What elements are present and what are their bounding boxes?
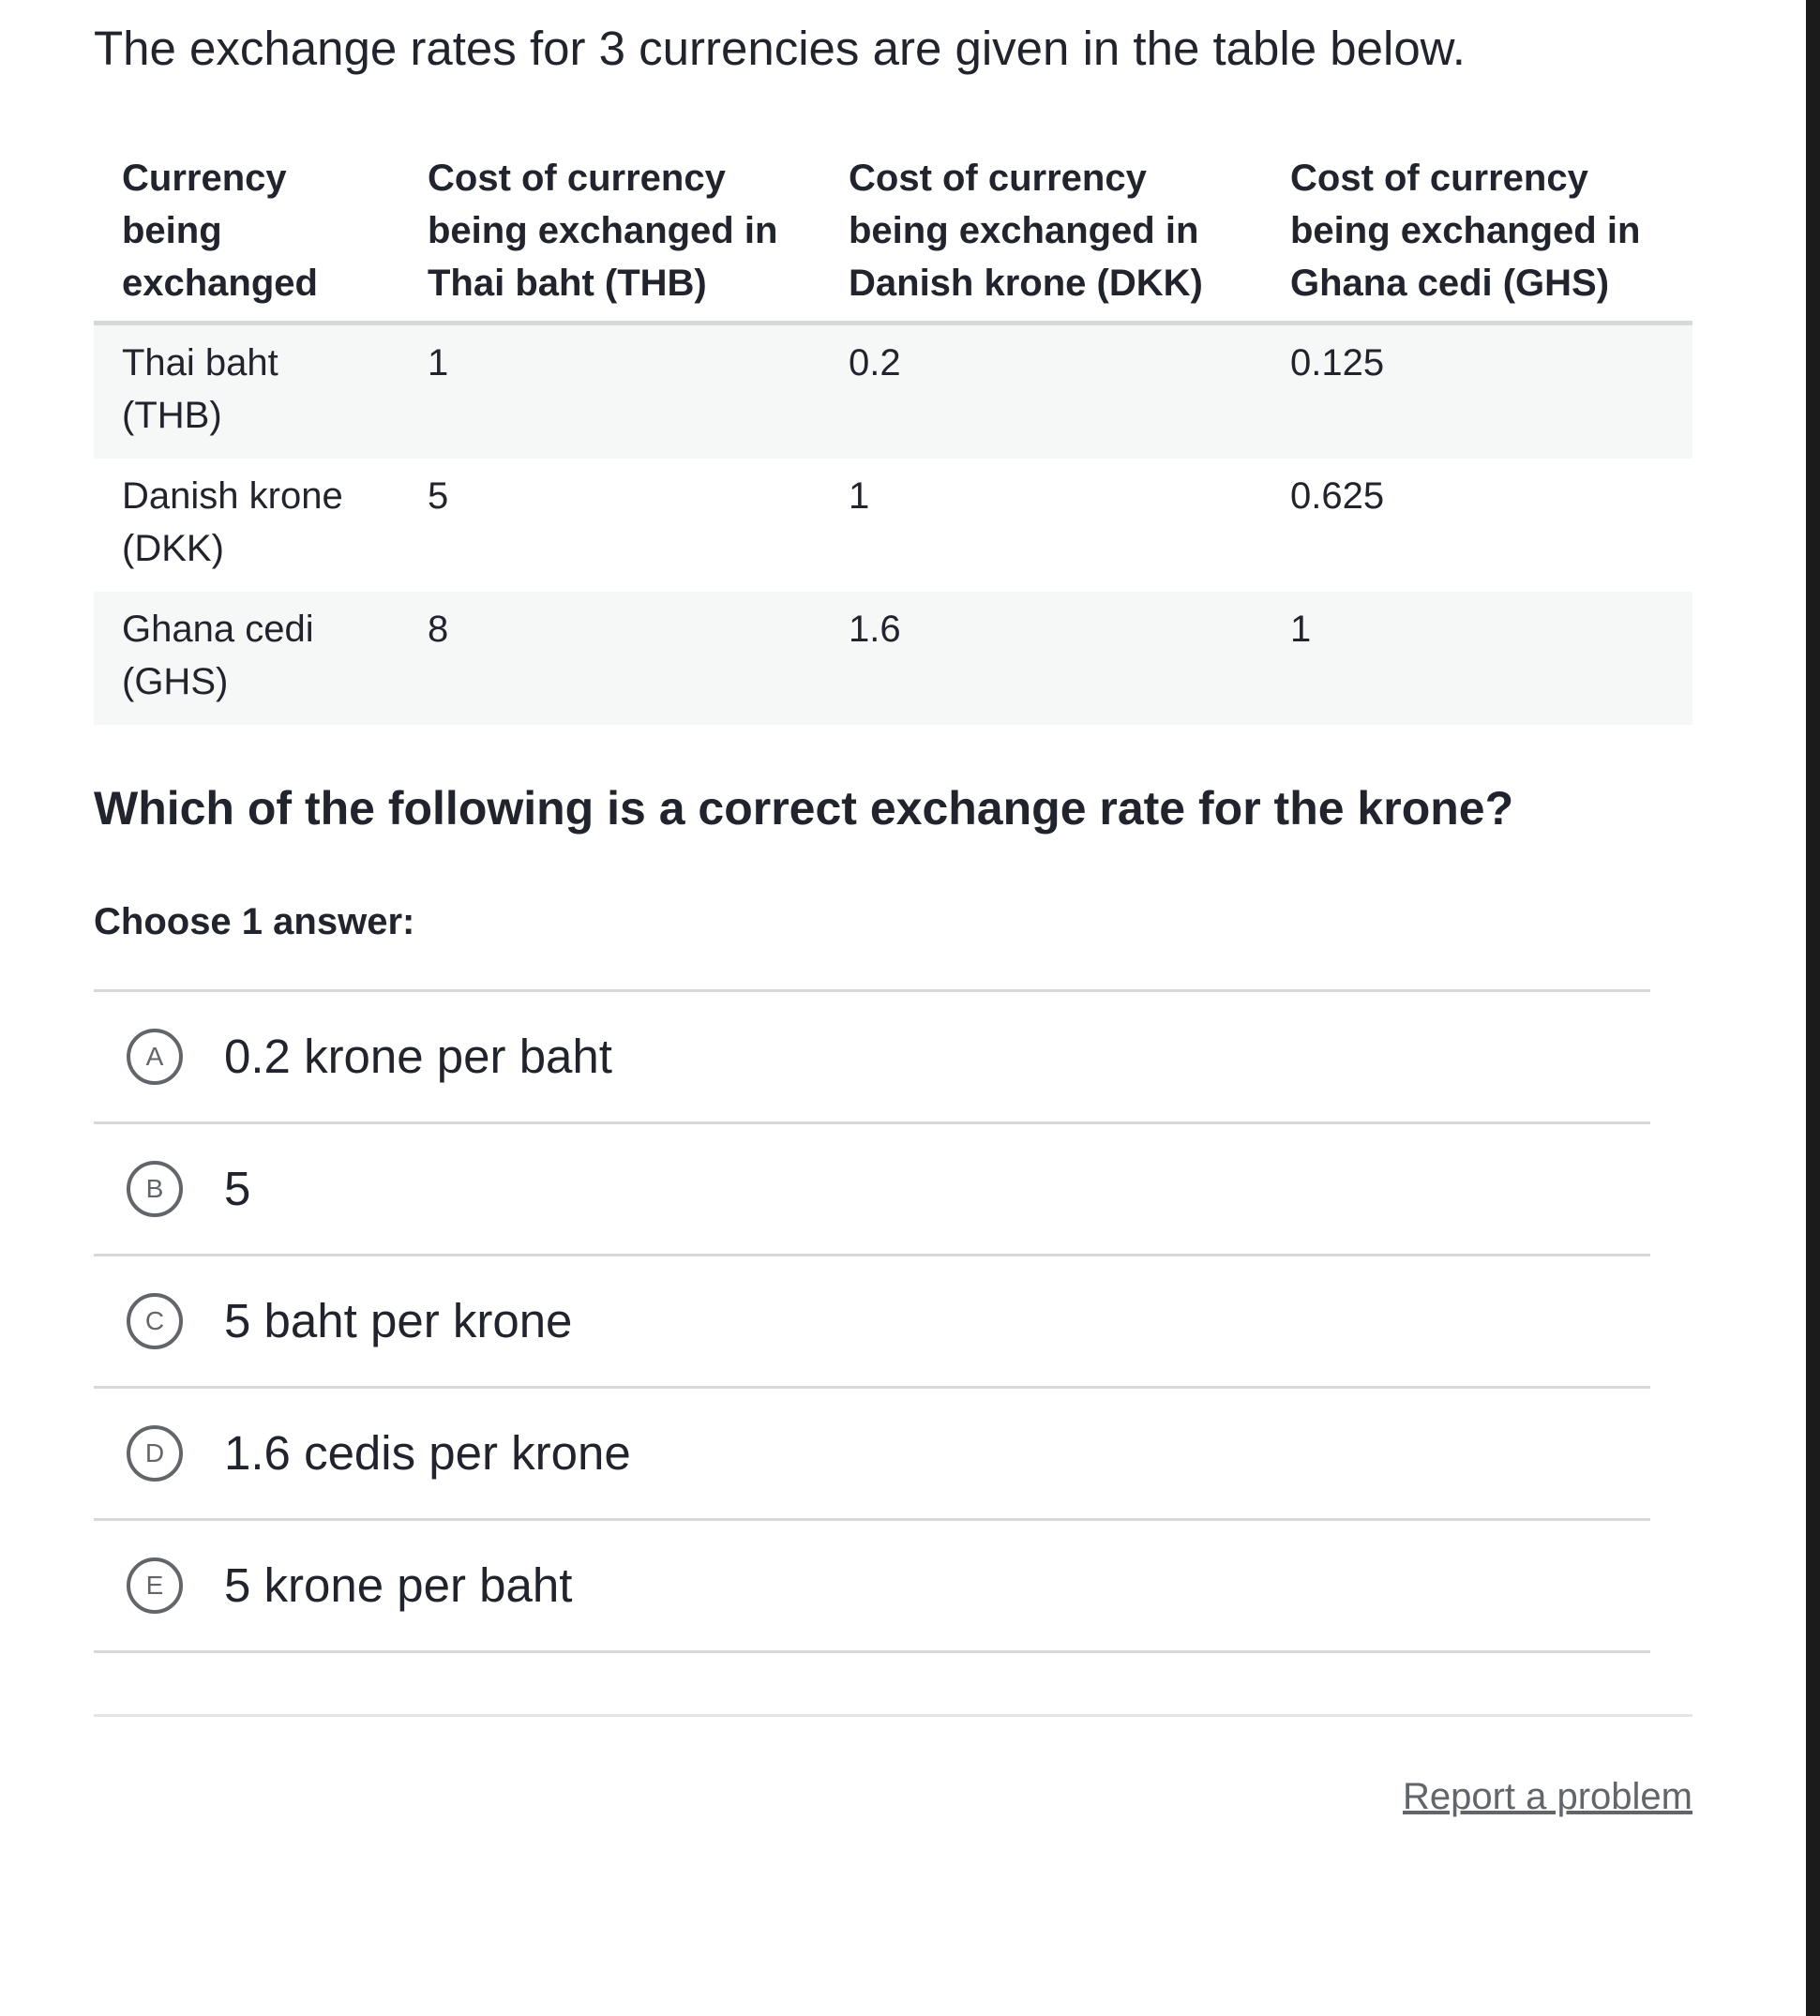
- table-cell: 1: [1262, 592, 1692, 725]
- report-problem-link[interactable]: Report a problem: [1402, 1776, 1692, 1817]
- table-header-dkk: Cost of currency being exchanged in Danish krone (DKK): [820, 141, 1262, 323]
- choice-text: 1.6 cedis per krone: [224, 1426, 631, 1480]
- choice-d[interactable]: [94, 1389, 1650, 1521]
- table-cell: 0.625: [1290, 475, 1385, 517]
- table-cell: 5: [428, 475, 449, 517]
- choice-text: 5 baht per krone: [224, 1294, 573, 1347]
- table-row: [94, 323, 1692, 459]
- table-header-ghs: Cost of currency being exchanged in Ghana cedi (GHS): [1262, 141, 1692, 323]
- choice-letter-circle: A: [127, 1029, 183, 1085]
- choice-b[interactable]: [94, 1124, 1650, 1256]
- choice-text: 0.2 krone per baht: [224, 1030, 612, 1083]
- table-cell: Ghana cedi (GHS): [94, 592, 399, 725]
- table-cell: Danish krone (DKK): [122, 475, 343, 569]
- choice-letter-circle: E: [127, 1557, 183, 1614]
- choose-label: Choose 1 answer:: [94, 901, 415, 942]
- table-cell: 8: [399, 592, 820, 725]
- answer-choices: [94, 989, 1650, 1653]
- window-edge: [1806, 0, 1820, 2016]
- choice-c[interactable]: [94, 1256, 1650, 1389]
- choice-letter-circle: C: [127, 1293, 183, 1349]
- choice-text: 5 krone per baht: [224, 1558, 573, 1612]
- section-divider: [94, 1714, 1692, 1717]
- table-row: [94, 459, 1692, 592]
- table-cell: 1: [399, 323, 820, 459]
- table-header-row: [94, 141, 1692, 323]
- table-cell: 1: [849, 475, 870, 517]
- table-cell: 1.6: [820, 592, 1262, 725]
- table-row: [94, 592, 1692, 725]
- choice-e[interactable]: [94, 1521, 1650, 1653]
- problem-intro: The exchange rates for 3 currencies are given in the table below.: [94, 22, 1466, 75]
- choice-letter-circle: B: [127, 1161, 183, 1217]
- exchange-rate-table: [94, 141, 1692, 725]
- question-text: Which of the following is a correct exchange rate for the krone?: [94, 782, 1514, 835]
- choice-text: 5: [224, 1162, 251, 1215]
- table-header-thb: Cost of currency being exchanged in Thai baht (THB): [399, 141, 820, 323]
- table-cell: 0.125: [1262, 323, 1692, 459]
- choice-a[interactable]: [94, 992, 1650, 1124]
- table-header-currency: Currency being exchanged: [94, 141, 399, 323]
- choice-letter-circle: D: [127, 1425, 183, 1482]
- table-cell: 0.2: [820, 323, 1262, 459]
- table-cell: Thai baht (THB): [94, 323, 399, 459]
